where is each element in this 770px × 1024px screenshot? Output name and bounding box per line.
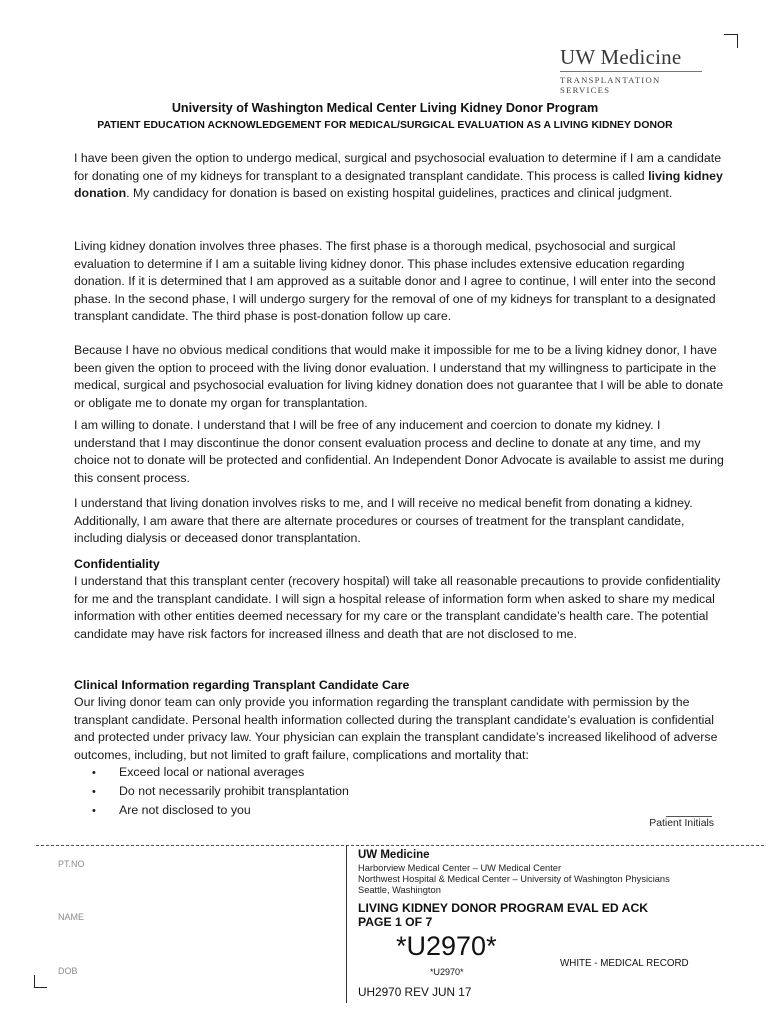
form-code-large: *U2970*	[396, 931, 497, 961]
clinical-bullet-list	[92, 763, 349, 820]
bullet-text: Exceed local or national averages	[119, 765, 305, 779]
footer-address-line-2: Northwest Hospital & Medical Center – University of Washington Physicians	[358, 874, 670, 884]
crop-mark-bottom-left	[34, 975, 47, 988]
pt-no-field-label: PT.NO	[58, 859, 85, 869]
uw-medicine-logo	[560, 46, 702, 95]
footer-form-title: LIVING KIDNEY DONOR PROGRAM EVAL ED ACK	[358, 901, 649, 915]
paragraph-risks: I understand that living donation involves risks to me, and I will receive no medical benefit from donating a kidney. Additionally, I am aware that there are alternate procedures or courses of treatment for the transplant candidate, including dialysis or deceased donor transplantation.	[74, 496, 693, 546]
patient-initials-line[interactable]	[666, 816, 712, 817]
paragraph-phases: Living kidney donation involves three phases. The first phase is a thorough medical, psychosocial and surgical evaluation to determine if I am a suitable living kidney donor. This phase includes extensive education regarding donation. If it is determined that I am approved as a suitable donor and I agree to continue, I will enter into the second phase. In the second phase, I will undergo surgery for the removal of one of my kidneys for transplant to a designated transplant candidate. The third phase is post-donation follow up care.	[74, 239, 716, 324]
p1-bold-term: living kidney donation	[74, 168, 723, 201]
footer-divider	[36, 845, 764, 846]
list-item	[92, 763, 349, 782]
footer-page-number: PAGE 1 OF 7	[358, 915, 433, 929]
list-item	[92, 782, 349, 801]
form-revision: UH2970 REV JUN 17	[358, 985, 472, 999]
crop-mark-top-right	[724, 34, 738, 48]
paragraph-willing: I am willing to donate. I understand that I will be free of any inducement and coercion to donate my kidney. I understand that I may discontinue the donor consent evaluation process and decline to donate at any time, and my choice not to donate will be protected and confidential. An Independent Donor Advocate is available to assist me during this consent process.	[74, 418, 724, 485]
paragraph-option	[74, 150, 724, 203]
footer-column-divider	[346, 845, 347, 1003]
document-subtitle: PATIENT EDUCATION ACKNOWLEDGEMENT FOR MEDICAL/SURGICAL EVALUATION AS A LIVING KIDNEY DONOR	[97, 120, 673, 131]
document-title: University of Washington Medical Center Living Kidney Donor Program	[171, 101, 599, 115]
bullet-glyph: •	[92, 767, 96, 779]
bullet-text: Do not necessarily prohibit transplantation	[119, 784, 349, 798]
bullet-text: Are not disclosed to you	[119, 803, 251, 817]
patient-initials-label: Patient Initials	[649, 818, 714, 829]
footer-address-line-3: Seattle, Washington	[358, 885, 441, 895]
clinical-text: Our living donor team can only provide you information regarding the transplant candidate with permission by the transplant candidate. Personal health information collected during the transplant candidate’s evaluation is confidential and protected under privacy law. Your physician can explain the transplant candidate’s increased likelihood of adverse outcomes, including, but not limited to graft failure, complications and mortality that:	[74, 695, 718, 762]
logo-main-text: UW Medicine	[560, 45, 682, 69]
footer-org-name: UW Medicine	[358, 849, 430, 861]
footer-address-line-1: Harborview Medical Center – UW Medical Center	[358, 863, 562, 873]
bullet-glyph: •	[92, 805, 96, 817]
clinical-heading: Clinical Information regarding Transplant Candidate Care	[74, 678, 410, 692]
p1-text-a: I have been given the option to undergo medical, surgical and psychosocial evaluation to determine if I am a candidate for donating one of my kidneys for transplant to a designated transplant candidate. This process is called	[74, 151, 722, 183]
p1-text-b: . My candidacy for donation is based on existing hospital guidelines, practices and clinical judgment.	[126, 186, 673, 201]
list-item	[92, 801, 349, 820]
confidentiality-heading: Confidentiality	[74, 557, 160, 571]
logo-sub-text: TRANSPLANTATION SERVICES	[560, 75, 661, 95]
confidentiality-text: I understand that this transplant center (recovery hospital) will take all reasonable precautions to provide confidentiality for me and the transplant candidate. I will sign a hospital release of information form when asked to share my medical information with other entities deemed necessary for my care or the transplant candidate’s health care. The potential candidate may have risk factors for increased illness and death that are not disclosed to me.	[74, 574, 721, 641]
paragraph-eligibility: Because I have no obvious medical conditions that would make it impossible for me to be a living kidney donor, I have been given the option to proceed with the living donor evaluation. I understand that my willingness to participate in the medical, surgical and psychosocial evaluation for living kidney donation does not guarantee that I will be able to donate or obligate me to donate my organ for transplantation.	[74, 343, 724, 410]
copy-designation: WHITE - MEDICAL RECORD	[560, 958, 689, 969]
dob-field-label: DOB	[58, 966, 78, 976]
name-field-label: NAME	[58, 912, 85, 922]
form-code-small: *U2970*	[430, 967, 464, 977]
bullet-glyph: •	[92, 786, 96, 798]
logo-rule	[560, 71, 702, 72]
